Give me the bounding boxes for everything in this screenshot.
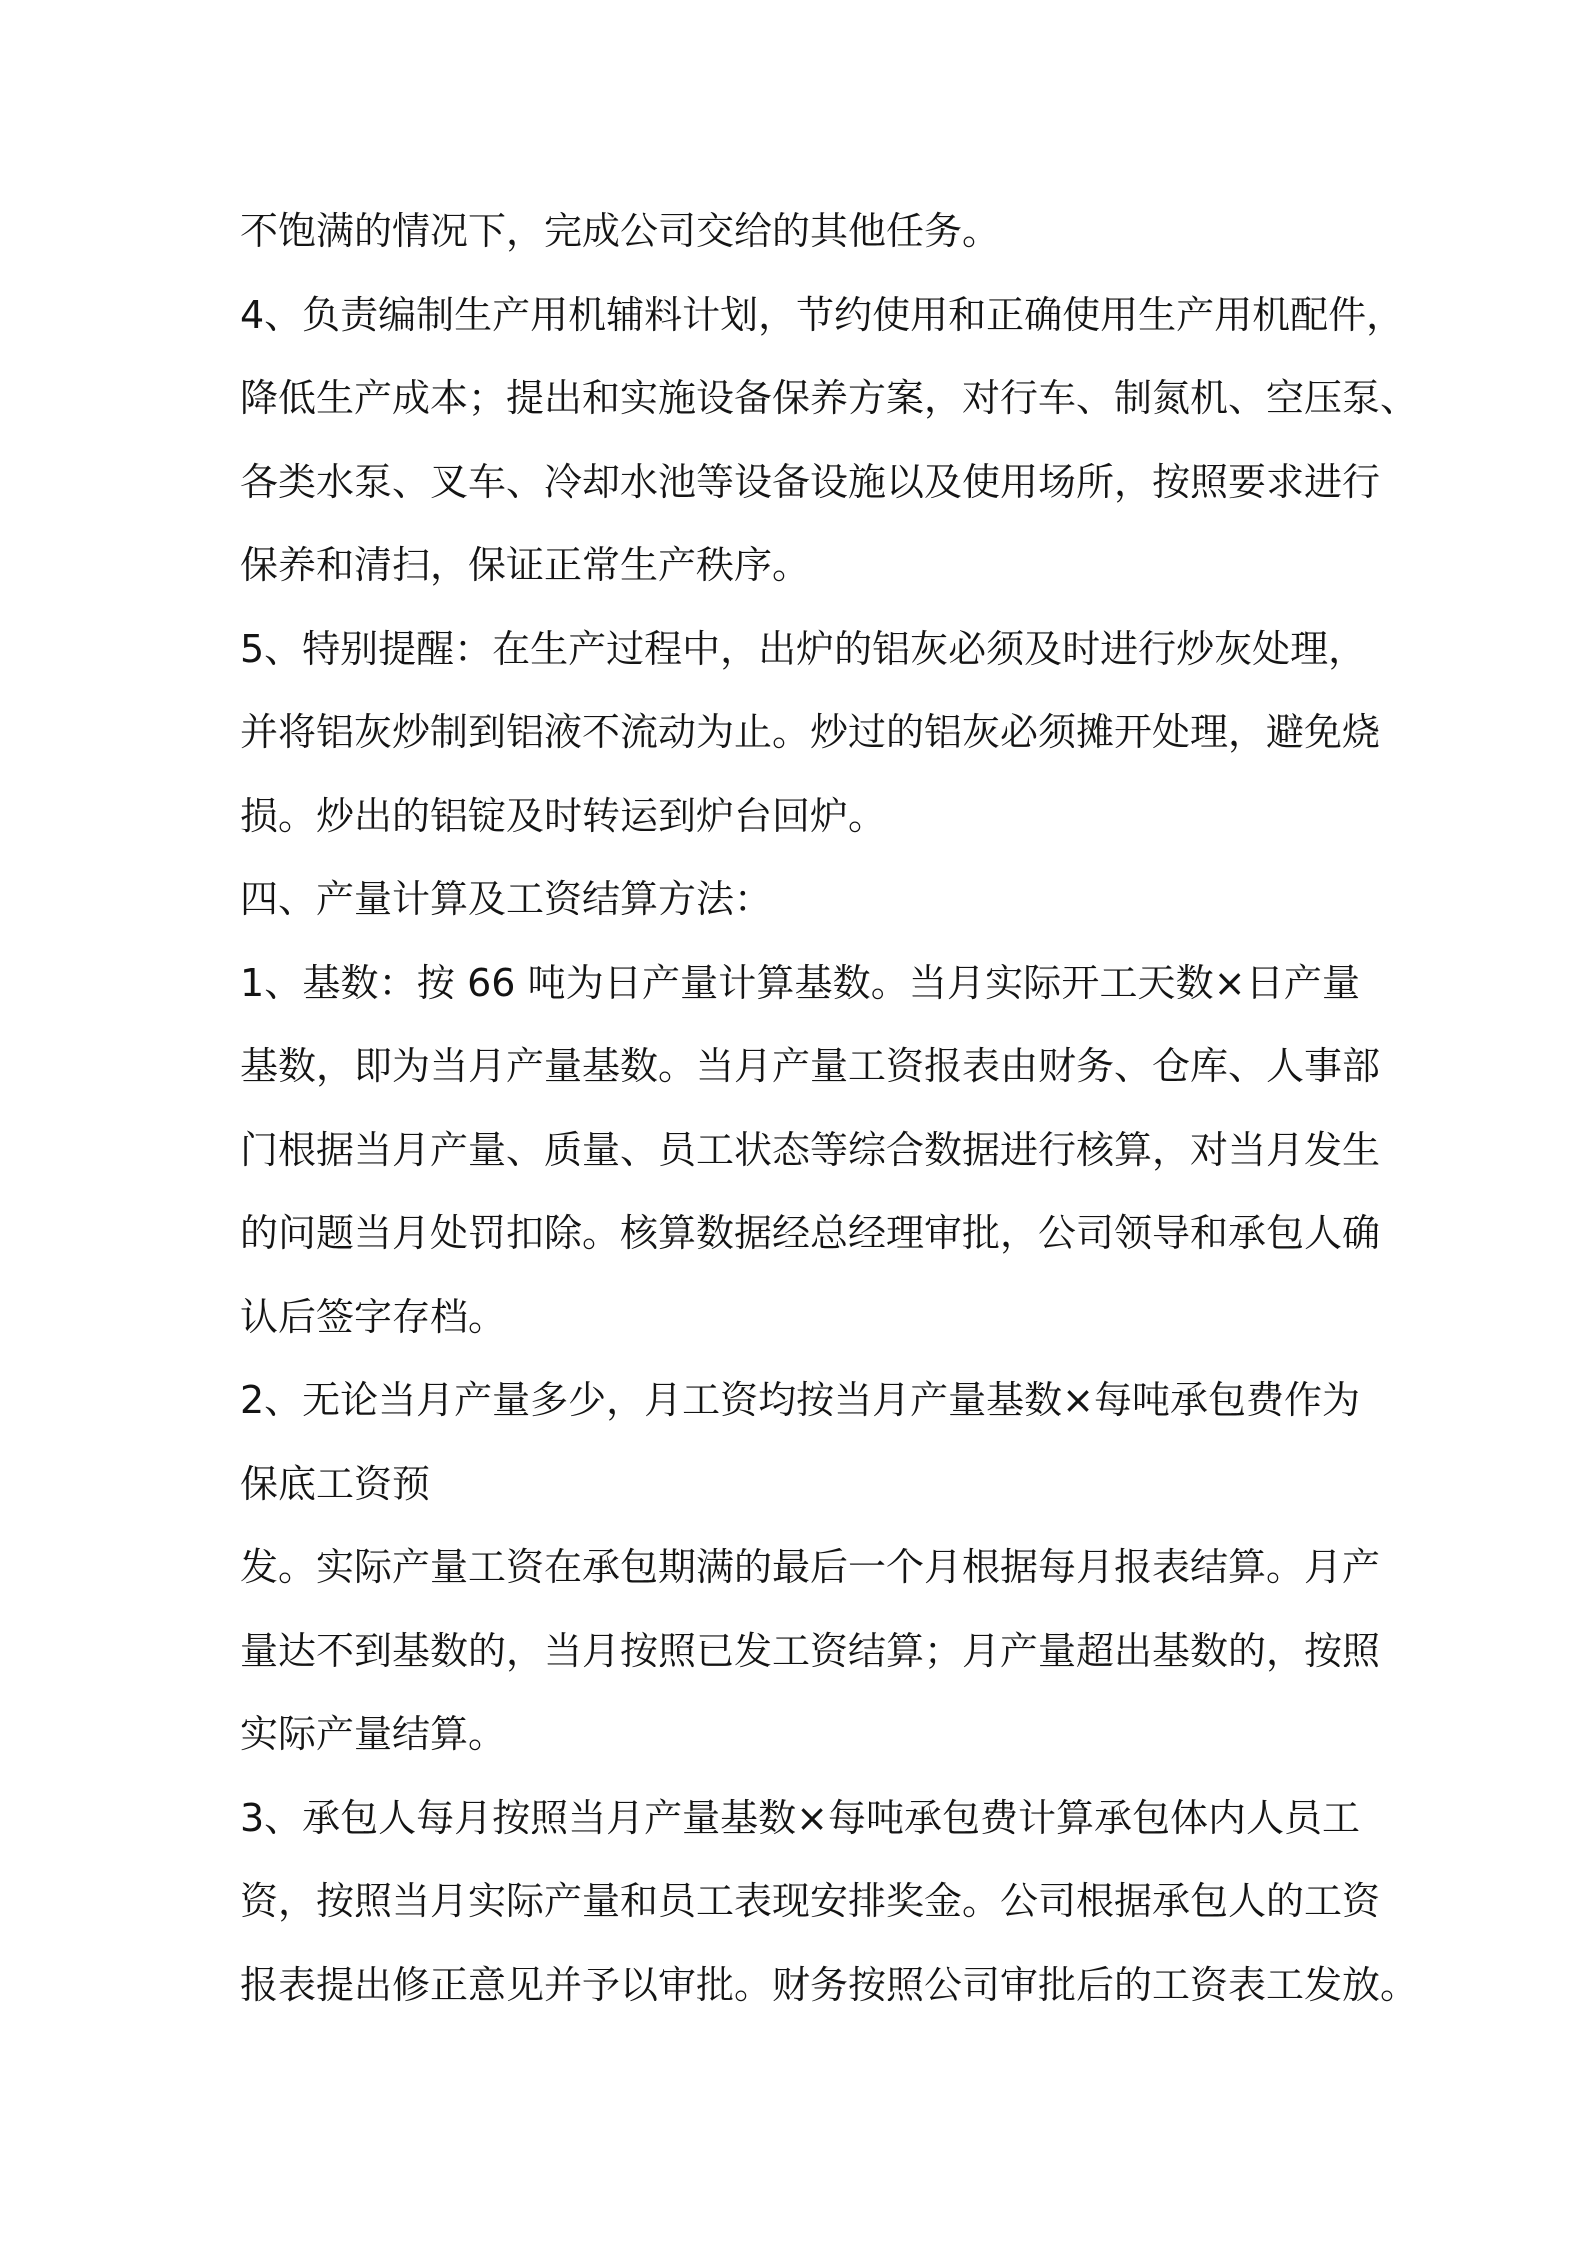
- text-line-6: 5、特别提醒：在生产过程中，出炉的铝灰必须及时进行炒灰处理，: [240, 626, 1367, 671]
- document-body: [240, 190, 1419, 2027]
- section-heading: 四、产量计算及工资结算方法：: [240, 877, 773, 921]
- text-line-3: 降低生产成本；提出和实施设备保养方案，对行车、制氮机、空压泵、: [240, 376, 1419, 420]
- text-line-7: 并将铝灰炒制到铝液不流动为止。炒过的铝灰必须摊开处理，避免烧: [240, 710, 1381, 754]
- text-line-1: 不饱满的情况下，完成公司交给的其他任务。: [240, 209, 1001, 253]
- text-line-22: 报表提出修正意见并予以审批。财务按照公司审批后的工资表工发放。: [240, 1962, 1419, 2007]
- text-line-13: 的问题当月处罚扣除。核算数据经总经理审批，公司领导和承包人确: [240, 1211, 1381, 1255]
- text-line-16: 保底工资预: [240, 1461, 431, 1506]
- text-line-14: 认后签字存档。: [240, 1294, 507, 1339]
- text-line-21: 资，按照当月实际产量和员工表现安排奖金。公司根据承包人的工资: [240, 1879, 1381, 1923]
- text-line-10: 1、基数：按 66 吨为日产量计算基数。当月实际开工天数×日产量: [240, 960, 1360, 1005]
- text-line-17: 发。实际产量工资在承包期满的最后一个月根据每月报表结算。月产: [240, 1545, 1381, 1589]
- text-line-12: 门根据当月产量、质量、员工状态等综合数据进行核算，对当月发生: [240, 1127, 1381, 1172]
- text-line-11: 基数，即为当月产量基数。当月产量工资报表由财务、仓库、人事部: [240, 1044, 1381, 1088]
- text-line-19: 实际产量结算。: [240, 1712, 507, 1756]
- text-line-18: 量达不到基数的，当月按照已发工资结算；月产量超出基数的，按照: [240, 1628, 1381, 1673]
- text-line-4: 各类水泵、叉车、冷却水池等设备设施以及使用场所，按照要求进行: [240, 459, 1381, 504]
- text-line-15: 2、无论当月产量多少，月工资均按当月产量基数×每吨承包费作为: [240, 1378, 1361, 1422]
- text-line-5: 保养和清扫，保证正常生产秩序。: [240, 543, 811, 587]
- text-line-2: 4、负责编制生产用机辅料计划，节约使用和正确使用生产用机配件，: [240, 292, 1405, 337]
- text-line-20: 3、承包人每月按照当月产量基数×每吨承包费计算承包体内人员工: [240, 1795, 1361, 1840]
- text-line-8: 损。炒出的铝锭及时转运到炉台回炉。: [240, 793, 887, 838]
